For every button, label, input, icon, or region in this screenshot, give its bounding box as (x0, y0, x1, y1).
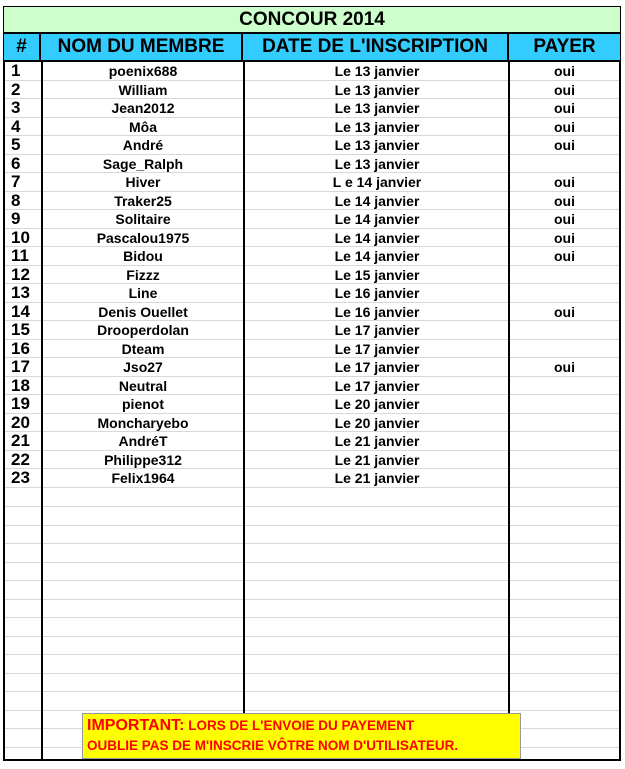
cell-number[interactable]: 19 (11, 395, 30, 413)
cell-member-name[interactable]: Philippe312 (104, 451, 182, 468)
grid-line (5, 525, 619, 526)
table-row (5, 358, 619, 377)
table-row (5, 99, 619, 118)
grid-line (5, 562, 619, 563)
cell-registration-date[interactable]: Le 17 janvier (334, 340, 420, 357)
cell-member-name[interactable]: Drooperdolan (97, 322, 189, 338)
table-row (5, 377, 619, 396)
data-grid (3, 61, 621, 761)
cell-paid[interactable] (510, 414, 619, 432)
cell-paid[interactable]: oui (554, 248, 575, 264)
table-row (5, 247, 619, 266)
table-row (5, 451, 619, 470)
cell-member-name[interactable]: Hiver (125, 174, 161, 190)
cell-member-name[interactable]: Jean2012 (111, 100, 175, 116)
member-rows (5, 62, 619, 488)
cell-member-name[interactable]: AndréT (118, 433, 168, 449)
cell-member-name[interactable]: Felix1964 (111, 470, 175, 486)
cell-registration-date[interactable]: Le 14 janvier (334, 248, 420, 264)
cell-paid[interactable] (510, 395, 619, 413)
cell-registration-date[interactable]: Le 20 janvier (334, 396, 420, 412)
table-row (5, 340, 619, 359)
cell-number[interactable]: 3 (11, 99, 21, 117)
cell-paid[interactable]: oui (554, 359, 575, 375)
cell-registration-date[interactable]: L e 14 janvier (332, 174, 422, 190)
cell-registration-date[interactable]: Le 21 janvier (334, 470, 420, 486)
grid-line (5, 691, 619, 692)
table-row (5, 210, 619, 229)
cell-number[interactable]: 2 (11, 80, 21, 98)
cell-paid[interactable]: oui (554, 100, 575, 116)
cell-member-name[interactable]: Sage_Ralph (102, 155, 184, 172)
payment-notice[interactable] (82, 713, 521, 759)
cell-number[interactable]: 12 (11, 265, 30, 283)
cell-paid[interactable]: oui (554, 174, 575, 190)
grid-line (5, 636, 619, 637)
sheet-title[interactable]: CONCOUR 2014 (3, 6, 621, 33)
cell-number[interactable]: 20 (11, 413, 30, 431)
cell-member-name[interactable]: Neutral (118, 377, 168, 394)
header-row (3, 33, 621, 61)
cell-member-name[interactable]: poenix688 (108, 63, 178, 79)
header-member-name[interactable]: NOM DU MEMBRE (40, 33, 242, 61)
column-divider (41, 62, 43, 759)
cell-member-name[interactable]: Denis Ouellet (98, 303, 188, 320)
cell-paid[interactable]: oui (554, 63, 575, 79)
table-row (5, 414, 619, 433)
cell-registration-date[interactable]: Le 13 janvier (334, 118, 420, 135)
cell-number[interactable]: 21 (11, 432, 30, 450)
cell-registration-date[interactable]: Le 21 janvier (334, 451, 420, 468)
header-registration-date[interactable]: DATE DE L'INSCRIPTION (242, 33, 508, 61)
cell-registration-date[interactable]: Le 17 janvier (334, 359, 420, 375)
cell-member-name[interactable]: Dteam (121, 340, 165, 357)
cell-registration-date[interactable]: Le 14 janvier (334, 192, 420, 209)
grid-line (5, 617, 619, 618)
cell-paid[interactable] (510, 377, 619, 395)
cell-number[interactable]: 13 (11, 284, 30, 302)
cell-member-name[interactable]: Jso27 (123, 359, 163, 375)
cell-number[interactable]: 14 (11, 302, 30, 320)
column-divider (508, 62, 510, 759)
grid-line (5, 543, 619, 544)
grid-line (5, 506, 619, 507)
cell-number[interactable]: 17 (11, 358, 30, 376)
cell-paid[interactable]: oui (554, 81, 575, 98)
cell-paid[interactable]: oui (554, 192, 575, 209)
column-divider (243, 62, 245, 759)
cell-registration-date[interactable]: Le 17 janvier (334, 377, 420, 394)
cell-number[interactable]: 22 (11, 450, 30, 468)
cell-registration-date[interactable]: Le 13 janvier (334, 100, 420, 116)
cell-paid[interactable] (510, 469, 619, 487)
cell-paid[interactable] (510, 284, 619, 302)
cell-number[interactable]: 18 (11, 376, 30, 394)
cell-member-name[interactable]: Bidou (123, 248, 163, 264)
cell-paid[interactable]: oui (554, 137, 575, 153)
cell-member-name[interactable]: Môa (129, 118, 157, 135)
table-row (5, 173, 619, 192)
cell-member-name[interactable]: André (122, 137, 164, 153)
cell-registration-date[interactable]: Le 14 janvier (334, 211, 420, 227)
notice-label: IMPORTANT: (87, 717, 185, 734)
table-row (5, 81, 619, 100)
table-row (5, 136, 619, 155)
cell-registration-date[interactable]: Le 21 janvier (334, 433, 420, 449)
grid-line (5, 654, 619, 655)
cell-registration-date[interactable]: Le 15 janvier (334, 266, 420, 283)
cell-number[interactable]: 7 (11, 173, 21, 191)
cell-registration-date[interactable]: Le 16 janvier (334, 285, 420, 301)
cell-registration-date[interactable]: Le 13 janvier (334, 81, 420, 98)
header-number[interactable]: # (3, 33, 40, 61)
cell-member-name[interactable]: Moncharyebo (97, 414, 189, 431)
cell-number[interactable]: 15 (11, 321, 30, 339)
table-row (5, 266, 619, 285)
cell-paid[interactable] (510, 155, 619, 173)
table-row (5, 284, 619, 303)
cell-number[interactable]: 10 (11, 228, 30, 246)
table-row (5, 62, 619, 81)
cell-member-name[interactable]: Fizzz (126, 266, 160, 283)
cell-member-name[interactable]: pienot (122, 396, 164, 412)
cell-number[interactable]: 5 (11, 136, 21, 154)
cell-number[interactable]: 6 (11, 154, 21, 172)
cell-paid[interactable]: oui (554, 118, 575, 135)
cell-number[interactable]: 9 (11, 210, 21, 228)
table-row (5, 155, 619, 174)
table-row (5, 432, 619, 451)
cell-registration-date[interactable]: Le 17 janvier (334, 322, 420, 338)
cell-registration-date[interactable]: Le 13 janvier (334, 155, 420, 172)
cell-registration-date[interactable]: Le 20 janvier (334, 414, 420, 431)
grid-line (5, 580, 619, 581)
cell-member-name[interactable]: Traker25 (114, 192, 172, 209)
cell-paid[interactable] (510, 266, 619, 284)
cell-paid[interactable] (510, 432, 619, 450)
cell-number[interactable]: 11 (11, 247, 29, 265)
table-row (5, 321, 619, 340)
cell-paid[interactable]: oui (554, 229, 575, 246)
cell-member-name[interactable]: Solitaire (115, 211, 171, 227)
table-row (5, 229, 619, 248)
cell-registration-date[interactable]: Le 16 janvier (334, 303, 420, 320)
table-row (5, 303, 619, 322)
notice-line-1: LORS DE L'ENVOIE DU PAYEMENT (188, 718, 415, 733)
cell-paid[interactable] (510, 340, 619, 358)
cell-number[interactable]: 4 (11, 117, 21, 135)
table-row (5, 192, 619, 211)
grid-line (5, 710, 619, 711)
cell-paid[interactable] (510, 451, 619, 469)
table-row (5, 395, 619, 414)
cell-registration-date[interactable]: Le 14 janvier (334, 229, 420, 246)
cell-member-name[interactable]: Pascalou1975 (96, 229, 190, 246)
cell-registration-date[interactable]: Le 13 janvier (334, 63, 420, 79)
cell-paid[interactable] (510, 321, 619, 339)
cell-number[interactable]: 8 (11, 191, 21, 209)
cell-member-name[interactable]: Line (128, 285, 158, 301)
table-row (5, 469, 619, 488)
cell-member-name[interactable]: William (118, 81, 168, 98)
cell-paid[interactable]: oui (554, 303, 575, 320)
grid-line (5, 673, 619, 674)
cell-number[interactable]: 16 (11, 339, 30, 357)
cell-paid[interactable]: oui (554, 211, 575, 227)
table-row (5, 118, 619, 137)
cell-registration-date[interactable]: Le 13 janvier (334, 137, 420, 153)
cell-number[interactable]: 23 (11, 469, 30, 487)
cell-number[interactable]: 1 (11, 62, 21, 80)
grid-line (5, 599, 619, 600)
notice-line-2: OUBLIE PAS DE M'INSCRIE VÔTRE NOM D'UTILISATEUR. (87, 738, 459, 753)
header-paid[interactable]: PAYER (508, 33, 621, 61)
